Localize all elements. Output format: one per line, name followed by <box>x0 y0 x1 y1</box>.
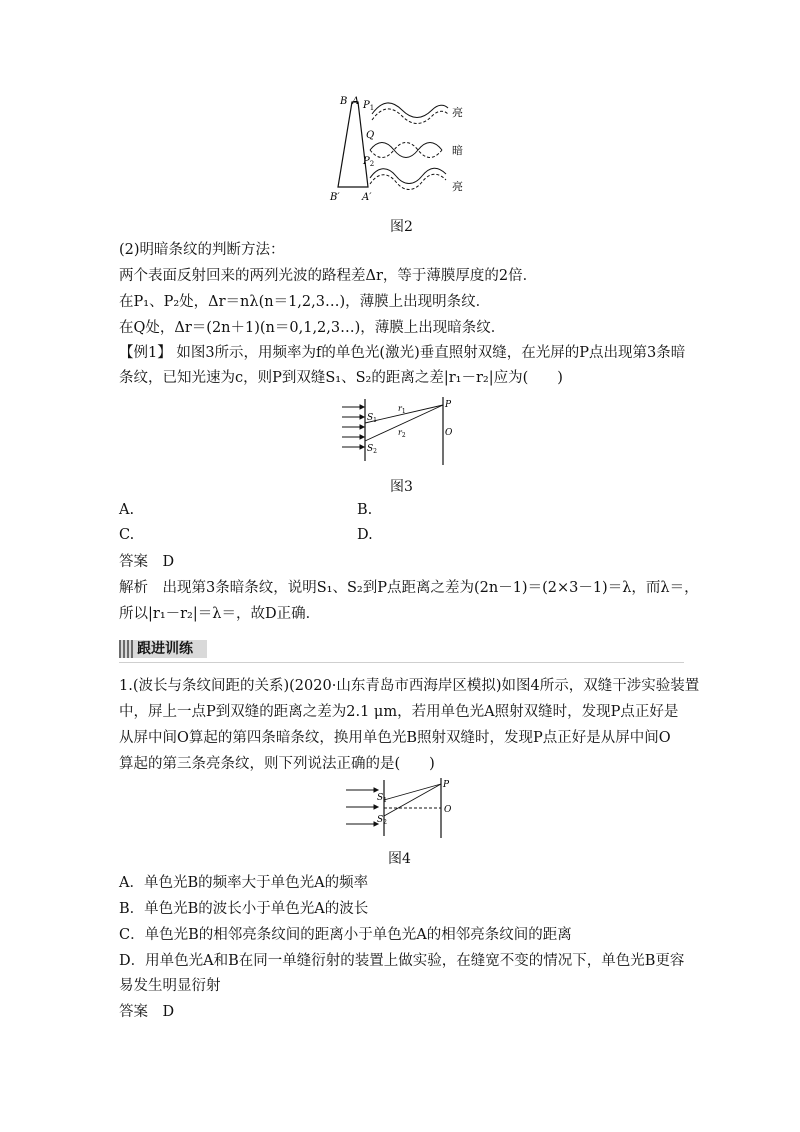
figure-4 <box>344 778 468 838</box>
section-header-stripes <box>119 640 133 658</box>
wave-dark-dashed <box>370 143 442 158</box>
label-S2: $S_2$ <box>377 815 387 826</box>
q1-line-3: 从屏中间O算起的第四条暗条纹，换用单色光B照射双缝时，发现P点正好是从屏中间O <box>119 730 671 746</box>
label-r1: $r_1$ <box>398 404 406 415</box>
section-divider <box>119 662 684 663</box>
label-dark: 暗 <box>452 144 463 157</box>
figure-3 <box>340 395 470 467</box>
q1-option-B: B．单色光B的波长小于单色光A的波长 <box>119 901 369 917</box>
label-S2: $S_2$ <box>367 444 377 455</box>
answer-1: 答案 D <box>119 554 175 570</box>
label-B: B <box>340 96 348 107</box>
example-1-line-1: 【例1】 如图3所示，用频率为f的单色光(激光)垂直照射双缝，在光屏的P点出现第3条暗 <box>119 345 686 361</box>
answer-2: 答案 D <box>119 1004 175 1020</box>
label-A-prime: A′ <box>362 192 372 203</box>
label-O: O <box>445 428 453 438</box>
wave-bright-2-solid <box>370 168 446 183</box>
figure-3-caption: 图3 <box>390 479 413 495</box>
method-line-1: 两个表面反射回来的两列光波的路程差Δr，等于薄膜厚度的2倍． <box>119 268 538 284</box>
figure-2-caption: 图2 <box>390 219 413 235</box>
label-S1: $S_1$ <box>377 793 387 804</box>
q1-option-A: A．单色光B的频率大于单色光A的频率 <box>119 875 369 891</box>
section-header-label: 跟进训练 <box>137 641 193 657</box>
q1-option-D-line-1: D．用单色光A和B在同一单缝衍射的装置上做实验，在缝宽不变的情况下，单色光B更容 <box>119 953 685 969</box>
method-title: (2)明暗条纹的判断方法： <box>119 242 285 258</box>
path-s1-p <box>384 784 441 800</box>
analysis-line-2: 所以|r₁－r₂|＝λ＝，故D正确． <box>119 606 321 622</box>
option-B: B. <box>357 502 373 518</box>
incident-arrows <box>342 405 364 449</box>
option-D: D. <box>357 527 373 543</box>
label-r2: $r_2$ <box>398 428 406 439</box>
label-Q: Q <box>366 130 375 141</box>
q1-line-2: 中，屏上一点P到双缝的距离之差为2.1 μm，若用单色光A照射双缝时，发现P点正好是 <box>119 704 679 720</box>
q1-option-C: C．单色光B的相邻亮条纹间的距离小于单色光A的相邻亮条纹间的距离 <box>119 927 572 943</box>
option-A: A. <box>119 502 135 518</box>
wave-bright-2-dashed <box>370 174 446 189</box>
label-bright-1: 亮 <box>452 106 463 119</box>
q1-option-D-line-2: 易发生明显衍射 <box>119 978 221 994</box>
method-line-3: 在Q处，Δr＝(2n＋1)(n＝0,1,2,3…)，薄膜上出现暗条纹． <box>119 320 506 336</box>
analysis-line-1: 解析 出现第3条暗条纹，说明S₁、S₂到P点距离之差为(2n－1)＝(2×3－1)＝λ，而λ＝， <box>119 580 699 596</box>
wave-dark-solid <box>370 143 442 158</box>
section-header <box>119 640 207 658</box>
example-1-line-2: 条纹，已知光速为c，则P到双缝S₁、S₂的距离之差|r₁－r₂|应为( ) <box>119 370 563 386</box>
incident-arrows <box>346 788 378 826</box>
thin-film-wedge <box>338 102 368 187</box>
label-B-prime: B′ <box>330 192 340 203</box>
q1-line-4: 算起的第三条亮条纹，则下列说法正确的是( ) <box>119 756 435 772</box>
label-P1: $P_1$ <box>363 100 375 112</box>
option-C: C. <box>119 527 135 543</box>
method-line-2: 在P₁、P₂处，Δr＝nλ(n＝1,2,3…)，薄膜上出现明条纹． <box>119 294 491 310</box>
label-S1: $S_1$ <box>367 413 377 424</box>
label-bright-2: 亮 <box>452 180 463 193</box>
label-O: O <box>444 805 452 815</box>
label-P: P <box>443 780 450 790</box>
label-P2: $P_2$ <box>363 156 375 168</box>
q1-line-1: 1.(波长与条纹间距的关系)(2020·山东青岛市西海岸区模拟)如图4所示，双缝干涉实验装置 <box>119 678 700 694</box>
figure-4-caption: 图4 <box>388 851 411 867</box>
path-s2-p <box>384 784 441 816</box>
figure-2 <box>320 92 500 207</box>
label-P: P <box>445 400 452 410</box>
label-A: A <box>352 96 360 107</box>
